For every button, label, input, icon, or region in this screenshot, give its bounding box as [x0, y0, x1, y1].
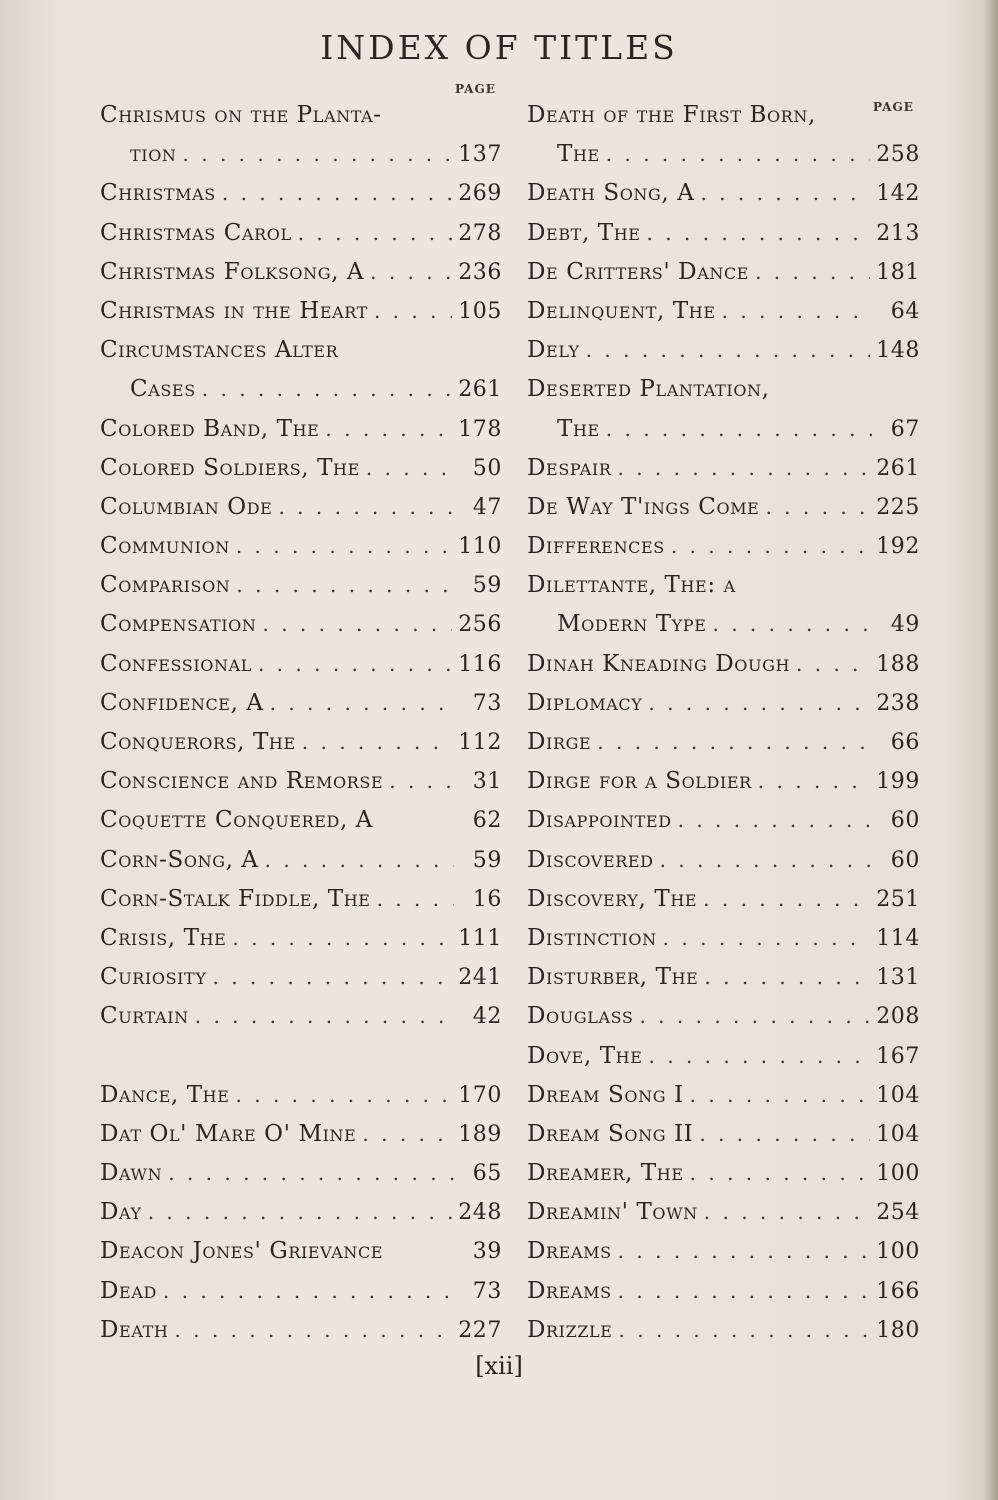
- entry-title: Chrismus on the Planta-: [100, 102, 382, 128]
- index-entry: [527, 135, 920, 174]
- dot-leader: [639, 997, 870, 1036]
- dot-leader: [765, 488, 870, 527]
- index-entry: [100, 684, 502, 723]
- entry-page-number: 49: [890, 612, 920, 638]
- entry-page-number: 50: [472, 455, 502, 481]
- dot-leader: [370, 253, 452, 292]
- entry-title: Dream Song II: [527, 1120, 694, 1147]
- dot-leader: [232, 919, 452, 958]
- entry-page-number: 131: [876, 965, 920, 991]
- dot-leader: [278, 488, 454, 527]
- entry-page-number: 105: [458, 298, 502, 324]
- dot-leader: [174, 1311, 452, 1350]
- entry-title: Dreamin' Town: [527, 1199, 698, 1226]
- index-entry: [527, 449, 920, 488]
- dot-leader: [195, 997, 454, 1036]
- index-entry: [100, 370, 502, 409]
- entry-title: tion: [130, 141, 177, 168]
- entry-page-number: 248: [458, 1200, 502, 1226]
- entry-page-number: 258: [876, 142, 920, 168]
- entry-title: Dinah Kneading Dough: [527, 650, 791, 677]
- index-column-left: [100, 96, 502, 1350]
- dot-leader: [722, 292, 872, 331]
- entry-title: Death of the First Born,: [527, 102, 816, 128]
- entry-page-number: 31: [472, 769, 502, 795]
- dot-leader: [298, 214, 453, 253]
- index-entry: [100, 331, 502, 370]
- index-entry: [527, 958, 920, 997]
- entry-title: Confessional: [100, 650, 252, 677]
- dot-leader: [648, 684, 870, 723]
- index-entry: [100, 566, 502, 605]
- entry-title: Comparison: [100, 572, 231, 599]
- index-entry: [527, 253, 920, 292]
- index-entry: [527, 605, 920, 644]
- entry-title: Compensation: [100, 611, 257, 638]
- entry-page-number: 59: [472, 847, 502, 873]
- dot-leader: [236, 566, 454, 605]
- index-entry: [527, 527, 920, 566]
- entry-title: Death Song, A: [527, 180, 695, 207]
- index-entry: [527, 1311, 920, 1350]
- entry-page-number: 100: [876, 1239, 920, 1265]
- entry-page-number: 238: [876, 690, 920, 716]
- entry-page-number: 67: [890, 416, 920, 442]
- dot-leader: [168, 1154, 454, 1193]
- dot-leader: [586, 331, 871, 370]
- entry-page-number: 241: [458, 965, 502, 991]
- entry-title: Dreams: [527, 1238, 612, 1265]
- entry-page-number: 225: [876, 494, 920, 520]
- dot-leader: [148, 1193, 452, 1232]
- dot-leader: [663, 919, 871, 958]
- dot-leader: [678, 801, 872, 840]
- dot-leader: [212, 958, 452, 997]
- entry-title: Confidence, A: [100, 689, 264, 716]
- entry-title: Curtain: [100, 1003, 189, 1030]
- entry-page-number: 137: [458, 142, 502, 168]
- index-entry: [100, 958, 502, 997]
- index-entry: [527, 841, 920, 880]
- entry-title: Discovery, The: [527, 885, 698, 912]
- entry-page-number: 60: [890, 808, 920, 834]
- index-entry: [527, 566, 920, 605]
- dot-leader: [712, 605, 872, 644]
- dot-leader: [699, 1115, 870, 1154]
- entry-title: Debt, The: [527, 219, 641, 246]
- entry-title: Coquette Conquered, A: [100, 807, 374, 834]
- index-entry: [100, 1115, 502, 1154]
- index-entry: [100, 214, 502, 253]
- entry-title: Circumstances Alter: [100, 337, 339, 364]
- entry-title: Differences: [527, 533, 665, 560]
- entry-title: De Way T'ings Come: [527, 493, 760, 520]
- entry-title: Dirge for a Soldier: [527, 768, 752, 795]
- entry-title: Dely: [527, 337, 580, 364]
- dot-leader: [649, 1037, 871, 1076]
- entry-page-number: 111: [458, 925, 502, 951]
- entry-page-number: 188: [876, 651, 920, 677]
- entry-title: Douglass: [527, 1003, 634, 1030]
- dot-leader: [236, 527, 452, 566]
- index-entry: [100, 645, 502, 684]
- dot-leader: [222, 174, 452, 213]
- entry-title: Drizzle: [527, 1316, 613, 1343]
- dot-leader: [618, 449, 871, 488]
- index-entry: [100, 449, 502, 488]
- dot-leader: [647, 214, 871, 253]
- page-title: INDEX OF TITLES: [320, 28, 678, 67]
- index-entry: [527, 1232, 920, 1271]
- dot-leader: [690, 1076, 871, 1115]
- index-entry: [527, 1076, 920, 1115]
- entry-page-number: 148: [876, 338, 920, 364]
- dot-leader: [302, 723, 452, 762]
- dot-leader: [163, 1272, 454, 1311]
- index-entry: [527, 96, 920, 135]
- index-entry: [100, 410, 502, 449]
- index-entry: [527, 762, 920, 801]
- dot-leader: [618, 1272, 871, 1311]
- entry-page-number: 62: [472, 808, 502, 834]
- entry-title: Despair: [527, 454, 612, 481]
- dot-leader: [606, 410, 872, 449]
- dot-leader: [703, 880, 870, 919]
- entry-title: Delinquent, The: [527, 297, 716, 324]
- entry-page-number: 178: [458, 416, 502, 442]
- entry-page-number: 278: [458, 220, 502, 246]
- index-entry: [100, 997, 502, 1036]
- entry-page-number: 269: [458, 181, 502, 207]
- index-entry: [527, 331, 920, 370]
- index-entry: [100, 605, 502, 644]
- entry-page-number: 42: [472, 1004, 502, 1030]
- entry-title: Dirge: [527, 729, 592, 755]
- entry-title: Disappointed: [527, 807, 672, 834]
- dot-leader: [258, 645, 452, 684]
- index-entry: [527, 292, 920, 331]
- entry-title: Dance, The: [100, 1081, 230, 1108]
- dot-leader: [389, 762, 454, 801]
- entry-title: Diplomacy: [527, 689, 643, 716]
- index-entry: [527, 1154, 920, 1193]
- entry-page-number: 251: [876, 886, 920, 912]
- index-entry: [527, 1037, 920, 1076]
- entry-title: Dove, The: [527, 1042, 643, 1069]
- entry-page-number: 65: [472, 1161, 502, 1187]
- index-entry: [527, 174, 920, 213]
- index-entry: [100, 723, 502, 762]
- entry-title: Dreamer, The: [527, 1160, 684, 1187]
- dot-leader: [270, 684, 454, 723]
- dot-leader: [325, 410, 452, 449]
- dot-leader: [700, 174, 870, 213]
- entry-title: Corn-Stalk Fiddle, The: [100, 885, 371, 912]
- entry-title: Curiosity: [100, 964, 207, 991]
- index-entry: [100, 96, 502, 135]
- entry-title: Disturber, The: [527, 964, 699, 991]
- dot-leader: [796, 645, 870, 684]
- index-entry: [527, 488, 920, 527]
- entry-title: Dead: [100, 1277, 157, 1304]
- index-entry: [527, 1193, 920, 1232]
- index-entry: [100, 762, 502, 801]
- index-entry: [527, 880, 920, 919]
- entry-title: Distinction: [527, 924, 657, 951]
- entry-page-number: 180: [876, 1317, 920, 1343]
- entry-title: Deserted Plantation,: [527, 376, 770, 403]
- entry-page-number: 104: [876, 1082, 920, 1108]
- dot-leader: [606, 135, 870, 174]
- entry-title: Christmas in the Heart: [100, 297, 368, 324]
- dot-leader: [671, 527, 870, 566]
- dot-leader: [265, 841, 454, 880]
- entry-page-number: 100: [876, 1161, 920, 1187]
- index-entry: [100, 1037, 502, 1076]
- entry-title: Modern Type: [557, 611, 707, 638]
- dot-leader: [263, 605, 453, 644]
- dot-leader: [202, 370, 452, 409]
- entry-page-number: 73: [472, 690, 502, 716]
- index-entry: [527, 1272, 920, 1311]
- dot-leader: [755, 253, 870, 292]
- index-entry: [100, 1272, 502, 1311]
- index-entry: [527, 1115, 920, 1154]
- index-entry: [100, 1232, 502, 1271]
- entry-page-number: 181: [876, 259, 920, 285]
- entry-page-number: 142: [876, 181, 920, 207]
- index-entry: [100, 488, 502, 527]
- index-entry: [100, 880, 502, 919]
- entry-title: Columbian Ode: [100, 493, 273, 520]
- index-entry: [100, 1311, 502, 1350]
- entry-page-number: 60: [890, 847, 920, 873]
- entry-page-number: 114: [876, 925, 920, 951]
- entry-page-number: 39: [472, 1239, 502, 1265]
- entry-title: Discovered: [527, 846, 654, 873]
- entry-page-number: 199: [876, 769, 920, 795]
- index-entry: [100, 1076, 502, 1115]
- index-entry: [527, 410, 920, 449]
- entry-title: Christmas Carol: [100, 219, 292, 246]
- index-entry: [100, 292, 502, 331]
- entry-page-number: 66: [890, 730, 920, 755]
- dot-leader: [618, 1232, 871, 1271]
- entry-title: Communion: [100, 533, 230, 560]
- entry-title: Colored Band, The: [100, 415, 320, 442]
- entry-title: Cases: [130, 376, 196, 403]
- entry-title: Death: [100, 1316, 169, 1343]
- entry-page-number: 112: [458, 730, 502, 755]
- entry-title: Dreams: [527, 1277, 612, 1304]
- entry-title: Day: [100, 1199, 142, 1226]
- index-entry: [100, 253, 502, 292]
- entry-title: Christmas: [100, 180, 216, 207]
- index-entry: [100, 174, 502, 213]
- entry-title: The: [557, 415, 600, 442]
- entry-title: Crisis, The: [100, 924, 227, 951]
- index-entry: [527, 684, 920, 723]
- entry-page-number: 261: [458, 377, 502, 403]
- page-number: [xii]: [475, 1352, 523, 1380]
- dot-leader: [362, 1115, 452, 1154]
- index-column-right: [527, 96, 920, 1350]
- entry-page-number: 116: [458, 651, 502, 677]
- dot-leader: [704, 958, 870, 997]
- entry-page-number: 208: [876, 1004, 920, 1030]
- entry-title: Deacon Jones' Grievance: [100, 1238, 384, 1265]
- entry-page-number: 167: [876, 1043, 920, 1069]
- index-entry: [527, 997, 920, 1036]
- entry-page-number: 261: [876, 455, 920, 481]
- dot-leader: [236, 1076, 453, 1115]
- dot-leader: [758, 762, 870, 801]
- entry-page-number: 73: [472, 1278, 502, 1304]
- dot-leader: [597, 723, 872, 762]
- index-entry: [100, 135, 502, 174]
- index-entry: [100, 527, 502, 566]
- index-entry: [527, 723, 920, 762]
- entry-page-number: 189: [458, 1121, 502, 1147]
- entry-page-number: 59: [472, 573, 502, 599]
- entry-title: Christmas Folksong, A: [100, 258, 365, 285]
- page-edge: [984, 0, 998, 1500]
- dot-leader: [374, 292, 452, 331]
- index-entry: [100, 919, 502, 958]
- dot-leader: [183, 135, 453, 174]
- dot-leader: [377, 880, 454, 919]
- entry-page-number: 192: [876, 534, 920, 560]
- index-entry: [100, 801, 502, 840]
- entry-title: De Critters' Dance: [527, 258, 750, 285]
- entry-title: Dawn: [100, 1160, 163, 1187]
- dot-leader: [366, 449, 454, 488]
- index-entry: [100, 1154, 502, 1193]
- entry-page-number: 166: [876, 1278, 920, 1304]
- index-entry: [527, 919, 920, 958]
- dot-leader: [660, 841, 872, 880]
- entry-title: The: [557, 141, 600, 168]
- entry-title: Conscience and Remorse: [100, 768, 384, 795]
- index-entry: [527, 214, 920, 253]
- entry-page-number: 236: [458, 259, 502, 285]
- page-column-header-right: PAGE: [873, 100, 914, 114]
- dot-leader: [704, 1193, 870, 1232]
- index-entry: [527, 370, 920, 409]
- entry-title: Dilettante, The: a: [527, 572, 736, 599]
- entry-page-number: 47: [472, 494, 502, 520]
- entry-page-number: 227: [458, 1317, 502, 1343]
- entry-page-number: 256: [458, 612, 502, 638]
- entry-page-number: 104: [876, 1121, 920, 1147]
- entry-page-number: 110: [458, 534, 502, 560]
- entry-title: Dat Ol' Mare O' Mine: [100, 1120, 357, 1147]
- entry-page-number: 213: [876, 220, 920, 246]
- dot-leader: [690, 1154, 871, 1193]
- index-entry: [100, 1193, 502, 1232]
- entry-page-number: 170: [458, 1082, 502, 1108]
- dot-leader: [619, 1311, 871, 1350]
- entry-title: Conquerors, The: [100, 729, 296, 755]
- entry-title: Colored Soldiers, The: [100, 454, 360, 481]
- entry-title: Dream Song I: [527, 1081, 684, 1108]
- entry-title: Corn-Song, A: [100, 846, 259, 873]
- entry-page-number: 64: [890, 298, 920, 324]
- index-entry: [100, 841, 502, 880]
- entry-page-number: 254: [876, 1200, 920, 1226]
- entry-page-number: 16: [472, 886, 502, 912]
- index-entry: [527, 645, 920, 684]
- index-entry: [527, 801, 920, 840]
- page-column-header-left: PAGE: [455, 82, 496, 96]
